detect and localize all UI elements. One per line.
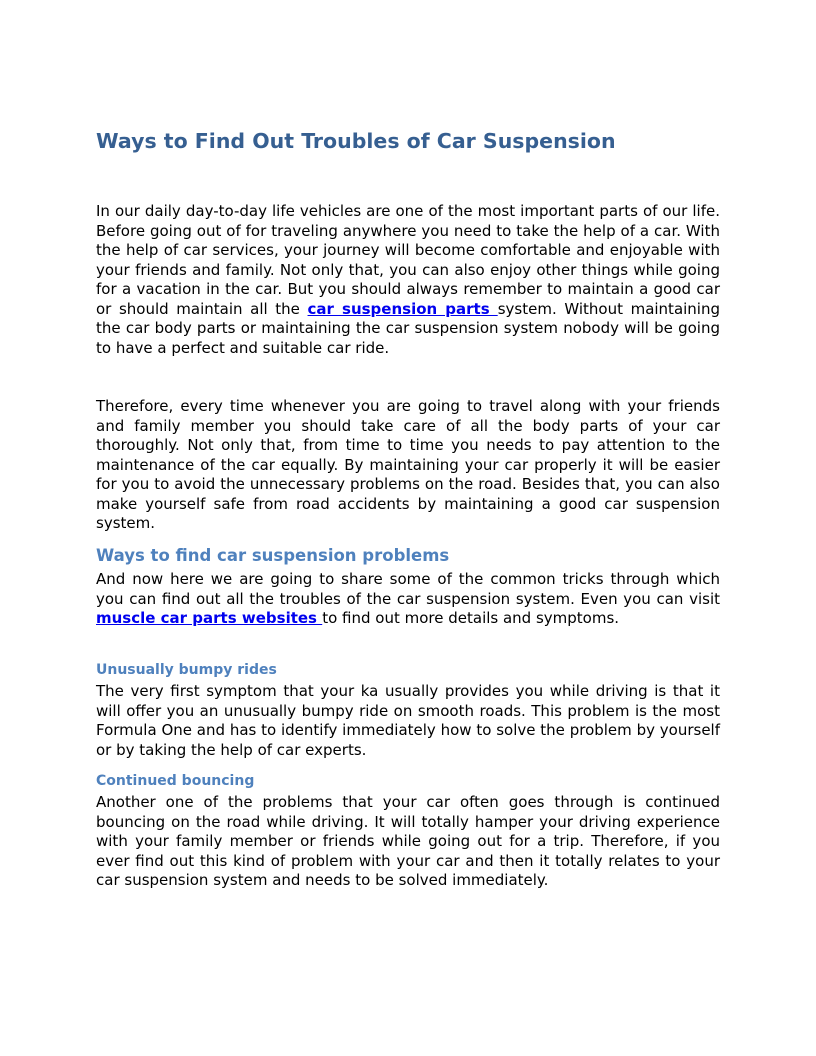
intro-paragraph bbox=[96, 202, 720, 358]
car-suspension-parts-link[interactable]: car suspension parts bbox=[307, 299, 498, 318]
continued-bouncing-paragraph: Another one of the problems that your car often goes through is continued bouncing on the road while driving. It will totally hamper your driving experience with your family member or friends while going out for a trip. Therefore, if you ever find out this kind of problem with your car and then it totally relates to your car suspension system and needs to be solved immediately. bbox=[96, 793, 720, 889]
bumpy-rides-paragraph: The very first symptom that your ka usually provides you while driving is that it will offer you an unusually bumpy ride on smooth roads. This problem is the most Formula One and has to identify immediately how to solve the problem by yourself or by taking the help of car experts. bbox=[96, 682, 720, 759]
intro-text-before: In our daily day-to-day life vehicles are one of the most important parts of our life. Before going out of for traveling anywhere you need to take the help of a car. With the help of car services, your journey will become comfortable and enjoyable with your friends and family. Not only that, you can also enjoy other things while going for a vacation in the car. But you should always remember to maintain a good car or should maintain all the bbox=[96, 202, 720, 318]
tricks-paragraph bbox=[96, 570, 720, 629]
intro-text-after: system. Without maintaining the car body parts or maintaining the car suspension system nobody will be going to have a perfect and suitable car ride. bbox=[96, 299, 721, 357]
bumpy-rides-heading: Unusually bumpy rides bbox=[96, 662, 277, 678]
tricks-text-after: to find out more details and symptoms. bbox=[322, 609, 620, 627]
maintenance-paragraph: Therefore, every time whenever you are going to travel along with your friends and family member you should take care of all the body parts of your car thoroughly. Not only that, from time to time you needs to pay attention to the maintenance of the car equally. By maintaining your car properly it will be easier for you to avoid the unnecessary problems on the road. Besides that, you can also make yourself safe from road accidents by maintaining a good car suspension system. bbox=[96, 397, 720, 532]
tricks-text-before: And now here we are going to share some of the common tricks through which you can find out all the troubles of the car suspension system. Even you can visit bbox=[96, 570, 720, 608]
document-title: Ways to Find Out Troubles of Car Suspension bbox=[96, 129, 616, 153]
muscle-car-parts-link[interactable]: muscle car parts websites bbox=[96, 609, 323, 627]
continued-bouncing-heading: Continued bouncing bbox=[96, 773, 255, 789]
section-heading: Ways to find car suspension problems bbox=[96, 546, 450, 565]
